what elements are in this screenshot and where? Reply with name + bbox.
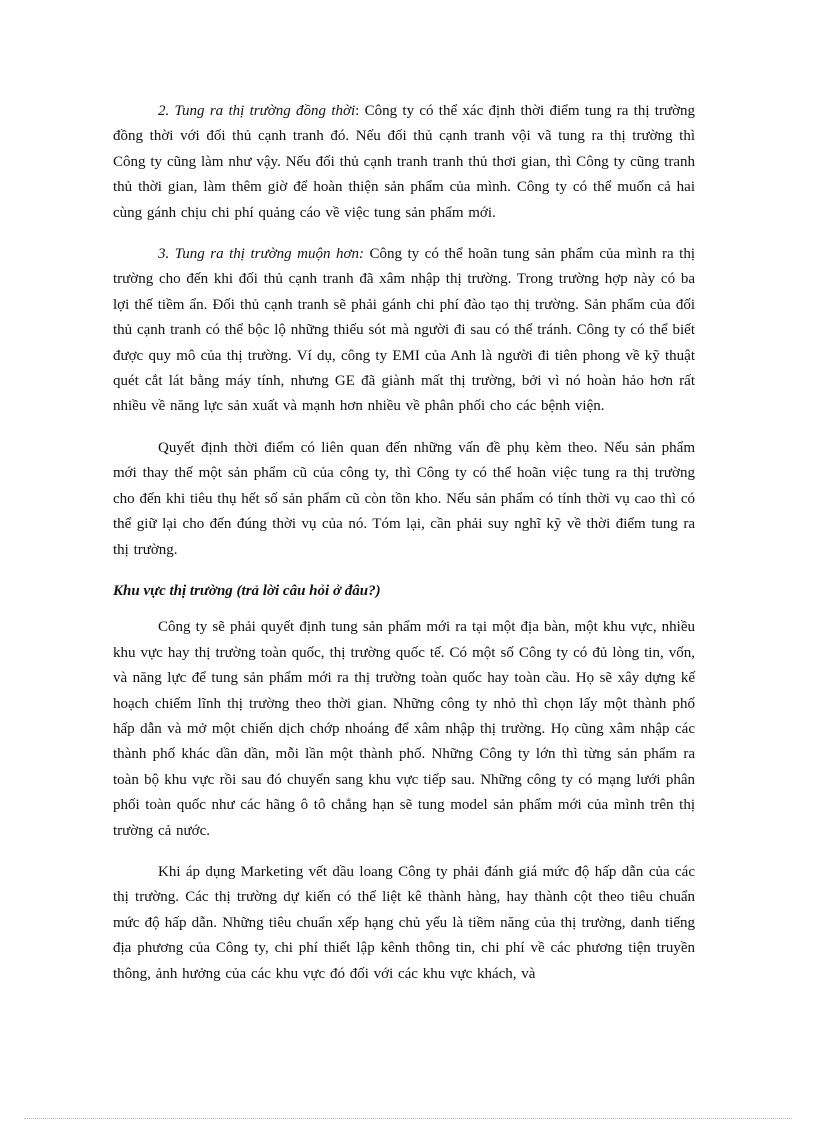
section-heading: Khu vực thị trường (trả lời câu hỏi ở đâu?) — [113, 582, 381, 599]
paragraph-body: Quyết định thời điểm có liên quan đến những vấn đề phụ kèm theo. Nếu sản phẩm mới thay thế một sản phẩm cũ của công ty, thì Công ty có thể hoãn việc tung ra thị trường cho đến khi tiêu thụ hết số sản phẩm cũ còn tồn kho. Nếu sản phẩm có tính thời vụ cao thì có thể giữ lại cho đến đúng thời vụ của nó. Tóm lại, cần phải suy nghĩ kỹ về thời điểm tung ra thị trường. — [113, 439, 695, 558]
paragraph-body: Công ty sẽ phải quyết định tung sản phẩm mới ra tại một địa bàn, một khu vực, nhiều khu vực hay thị trường toàn quốc, thị trường quốc tế. Có một số Công ty có đủ lòng tin, vốn, và năng lực để tung sản phẩm mới ra thị trường toàn quốc hay toàn cầu. Họ sẽ xây dựng kế hoạch chiếm lĩnh thị trường theo thời gian. Những công ty nhỏ thì chọn lấy một thành phố hấp dẫn và mở một chiến dịch chớp nhoáng để xâm nhập thị trường. Họ cũng xâm nhập các thành phố khác dần dần, mỗi lần một thành phố. Những Công ty lớn thì từng sản phẩm ra toàn bộ khu vực rồi sau đó chuyển sang khu vực tiếp sau. Những công ty có mạng lưới phân phối toàn quốc như các hãng ô tô chẳng hạn sẽ tung model sản phẩm mới của mình trên thị trường cả nước. — [113, 619, 695, 839]
paragraph-late-launch — [113, 242, 695, 420]
paragraph-lead-italic: 2. Tung ra thị trường đồng thời — [158, 103, 356, 119]
paragraph-oil-spot-marketing — [113, 860, 695, 987]
paragraph-body: Công ty có thể hoãn tung sản phẩm của mình ra thị trường cho đến khi đối thủ cạnh tranh đã xâm nhập thị trường. Trong trường hợp này có ba lợi thế tiềm ẩn. Đối thủ cạnh tranh sẽ phải gánh chi phí đào tạo thị trường. Sản phẩm của đối thủ cạnh tranh có thể bộc lộ những thiếu sót mà người đi sau có thể tránh. Công ty có thể biết được quy mô của thị trường. Ví dụ, công ty EMI của Anh là người đi tiên phong về kỹ thuật quét cắt lát bằng máy tính, nhưng GE đã giành mất thị trường, bởi vì nó hoàn hảo hơn rất nhiều về năng lực sản xuất và mạnh hơn nhiều về phân phối cho các bệnh viện. — [113, 246, 695, 415]
document-page — [113, 99, 695, 1003]
page-bottom-divider — [24, 1118, 792, 1119]
paragraph-simultaneous-launch — [113, 99, 695, 226]
paragraph-body: : Công ty có thể xác định thời điểm tung ra thị trường đồng thời với đối thủ cạnh tranh đó. Nếu đối thủ cạnh tranh vội vã tung ra thị trường thì Công ty cũng làm như vậy. Nếu đối thủ cạnh tranh tranh thủ thơi gian, thì Công ty cũng tranh thủ thời gian, làm thêm giờ để hoàn thiện sản phẩm của mình. Công ty có thể muốn cả hai cùng gánh chịu chi phí quảng cáo về việc tung sản phẩm mới. — [113, 103, 696, 221]
paragraph-lead-italic: 3. Tung ra thị trường muộn hơn: — [158, 246, 364, 263]
paragraph-timing-decision — [113, 436, 695, 563]
paragraph-body: Khi áp dụng Marketing vết dầu loang Công ty phải đánh giá mức độ hấp dẫn của các thị trường. Các thị trường dự kiến có thể liệt kê thành hàng, hay thành cột theo tiêu chuẩn mức độ hấp dẫn. Những tiêu chuẩn xếp hạng chủ yếu là tiềm năng của thị trường, danh tiếng địa phương của Công ty, chi phí thiết lập kênh thông tin, chi phí về các phương tiện truyền thông, ảnh hưởng của các khu vực đó đối với các khu vực khách, và — [113, 863, 695, 982]
paragraph-market-area — [113, 615, 695, 844]
